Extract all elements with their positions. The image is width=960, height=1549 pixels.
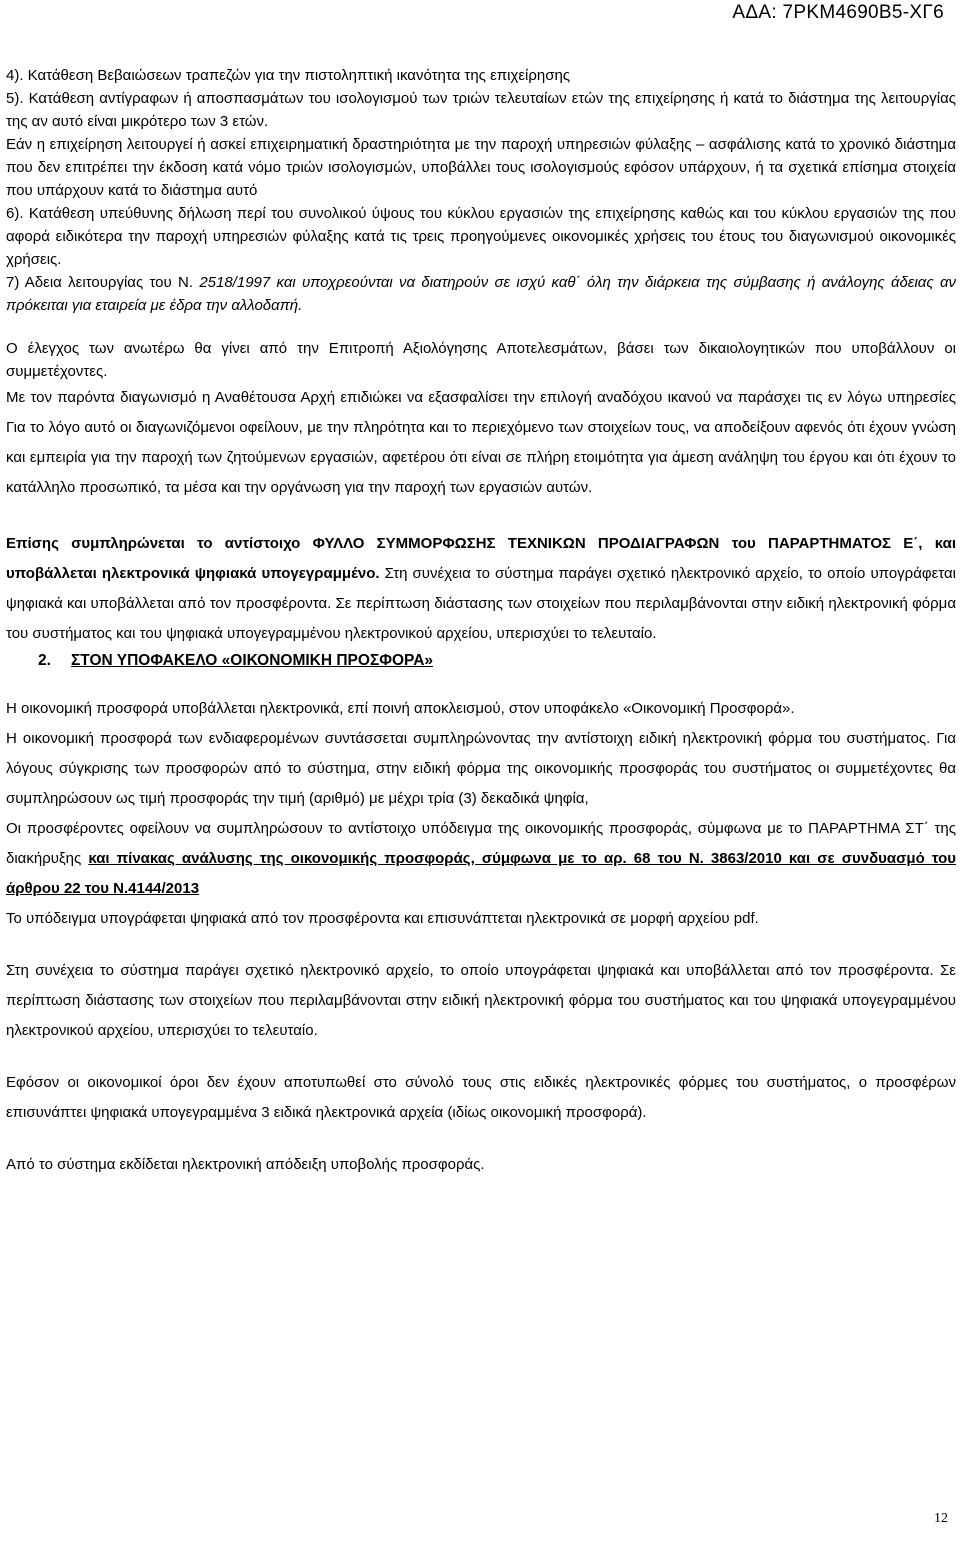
receipt-paragraph: Από το σύστημα εκδίδεται ηλεκτρονική απόδειξη υποβολής προσφοράς.	[6, 1156, 485, 1173]
section-2-title: ΣΤΟΝ ΥΠΟΦΑΚΕΛΟ «ΟΙΚΟΝΟΜΙΚΗ ΠΡΟΣΦΟΡΑ»	[71, 652, 434, 669]
item-7-operating-license	[6, 271, 956, 317]
template-signature: Το υπόδειγμα υπογράφεται ψηφιακά από τον προσφέροντα και επισυνάπτεται ηλεκτρονικά σε μορφή αρχείου pdf.	[6, 910, 759, 927]
control-paragraph: Ο έλεγχος των ανωτέρω θα γίνει από την Επιτροπή Αξιολόγησης Αποτελεσμάτων, βάσει των δικαιολογητικών που υποβάλλουν οι συμμετέχοντες.	[6, 340, 956, 380]
item-7-label: 7) Αδεια λειτουργίας του Ν.	[6, 274, 200, 291]
item-7-italic-text: 2518/1997 και υποχρεούνται να διατηρούν σε ισχύ καθ΄ όλη την διάρκεια της σύμβασης ή ανάλογης άδειας αν πρόκειται για εταιρεία με έδρα την αλλοδαπή.	[6, 274, 956, 314]
item-6-turnover-declaration: 6). Κατάθεση υπεύθυνης δήλωση περί του συνολικού ύψους του κύκλου εργασιών της επιχείρησης καθώς και του κύκλου εργασιών της που αφορά ειδικότερα την παροχή υπηρεσιών φύλαξης κατά τις τρεις προηγούμενες οικονομικές χρήσεις του έτους του διαγωνισμού οικονομικές χρήσεις.	[6, 205, 956, 268]
item-5-exception-clause: Εάν η επιχείρηση λειτουργεί ή ασκεί επιχειρηματική δραστηριότητα με την παροχή υπηρεσιών φύλαξης – ασφάλισης κατά το χρονικό διάστημα που δεν επιτρέπει την έκδοση κατά νόμο τριών ισολογισμών, υποβάλλει τους ισολογισμούς εφόσον υπάρχουν, ή τα σχετικά επίσημα στοιχεία που υπάρχουν κατά το διάστημα αυτό	[6, 136, 956, 199]
financial-offer-submission: Η οικονομική προσφορά υποβάλλεται ηλεκτρονικά, επί ποινή αποκλεισμού, στον υποφάκελο «Οικονομική Προσφορά».	[6, 700, 795, 717]
item-5-balance-sheets: 5). Κατάθεση αντίγραφων ή αποσπασμάτων του ισολογισμού των τριών τελευταίων ετών της επιχείρησης ή κατά το διάστημα της λειτουργίας της αν αυτό είναι μικρότερο των 3 ετών.	[6, 90, 956, 130]
contest-paragraph: Με τον παρόντα διαγωνισμό η Αναθέτουσα Αρχή επιδιώκει να εξασφαλίσει την επιλογή αναδόχου ικανού να παράσχει τις εν λόγω υπηρεσίες Για το λόγο αυτό οι διαγωνιζόμενοι οφείλουν, με την πληρότητα και το περιεχόμενο των στοιχείων τους, να αποδείξουν αφενός ότι έχουν γνώση και εμπειρία για την παροχή των ζητούμενων εργασιών, αφετέρου ότι είναι σε πλήρη ετοιμότητα για άμεση ανάληψη του έργου και ότι έχουν το κατάλληλο προσωπικό, τα μέσα και την οργάνωση για την παροχή των εργασιών αυτών.	[6, 389, 956, 496]
template-analysis-text: και πίνακας ανάλυσης της οικονομικής προσφοράς, σύμφωνα με το αρ. 68 του Ν. 3863/2010 και σε συνδυασμό του άρθρου 22 του Ν.4144/2013	[6, 850, 957, 897]
financial-offer-template	[6, 814, 956, 904]
document-body	[6, 64, 956, 1180]
ada-code: ΑΔΑ: 7ΡΚΜ4690Β5-ΧΓ6	[732, 2, 944, 23]
section-2-number: 2.	[38, 652, 51, 669]
section-2-heading	[6, 649, 956, 672]
compliance-bold-text: Επίσης συμπληρώνεται το αντίστοιχο ΦΥΛΛΟ ΣΥΜΜΟΡΦΩΣΗΣ ΤΕΧΝΙΚΩΝ ΠΡΟΔΙΑΓΡΑΦΩΝ του ΠΑΡΑΡΤΗΜΑΤΟΣ Ε΄, και υποβάλλεται ηλεκτρονικά ψηφιακά υπογεγραμμένο.	[6, 535, 956, 582]
system-file-paragraph: Στη συνέχεια το σύστημα παράγει σχετικό ηλεκτρονικό αρχείο, το οποίο υπογράφεται ψηφιακά και υποβάλλεται από τον προσφέροντα. Σε περίπτωση διάστασης των στοιχείων που περιλαμβάνονται στην ειδική ηλεκτρονική φόρμα του συστήματος και του ψηφιακά υπογεγραμμένου ηλεκτρονικού αρχείου, υπερισχύει το τελευταίο.	[6, 962, 956, 1039]
page-number: 12	[934, 1511, 948, 1526]
item-4-bank-certificates: 4). Κατάθεση Βεβαιώσεων τραπεζών για την πιστοληπτική ικανότητα της επιχείρησης	[6, 67, 571, 84]
compliance-rest-text: Στη συνέχεια το σύστημα παράγει σχετικό ηλεκτρονικό αρχείο, το οποίο υπογράφεται ψηφιακά και υποβάλλεται από τον προσφέροντα. Σε περίπτωση διάστασης των στοιχείων που περιλαμβάνονται στην ειδική ηλεκτρονική φόρμα του συστήματος και του ψηφιακά υπογεγραμμένου ηλεκτρονικού αρχείου, υπερισχύει το τελευταίο.	[6, 565, 956, 642]
template-intro-text: Οι προσφέροντες οφείλουν να συμπληρώσουν το αντίστοιχο υπόδειγμα της οικονομικής προσφοράς, σύμφωνα με το ΠΑΡΑΡΤΗΜΑ ΣΤ΄ της διακήρυξης	[6, 820, 956, 867]
attachments-paragraph: Εφόσον οι οικονομικοί όροι δεν έχουν αποτυπωθεί στο σύνολό τους στις ειδικές ηλεκτρονικές φόρμες του συστήματος, ο προσφέρων επισυνάπτει ψηφιακά υπογεγραμμένα 3 ειδικά ηλεκτρονικά αρχεία (ιδίως οικονομική προσφορά).	[6, 1074, 956, 1121]
compliance-paragraph	[6, 529, 956, 649]
financial-offer-form: Η οικονομική προσφορά των ενδιαφερομένων συντάσσεται συμπληρώνοντας την αντίστοιχη ειδική ηλεκτρονική φόρμα του συστήματος. Για λόγους σύγκρισης των προσφορών από το σύστημα, στην ειδική φόρμα της οικονομικής προσφοράς του συστήματος οι συμμετέχοντες θα συμπληρώσουν ως τιμή προσφοράς την τιμή (αριθμό) με μέχρι τρία (3) δεκαδικά ψηφία,	[6, 730, 956, 807]
